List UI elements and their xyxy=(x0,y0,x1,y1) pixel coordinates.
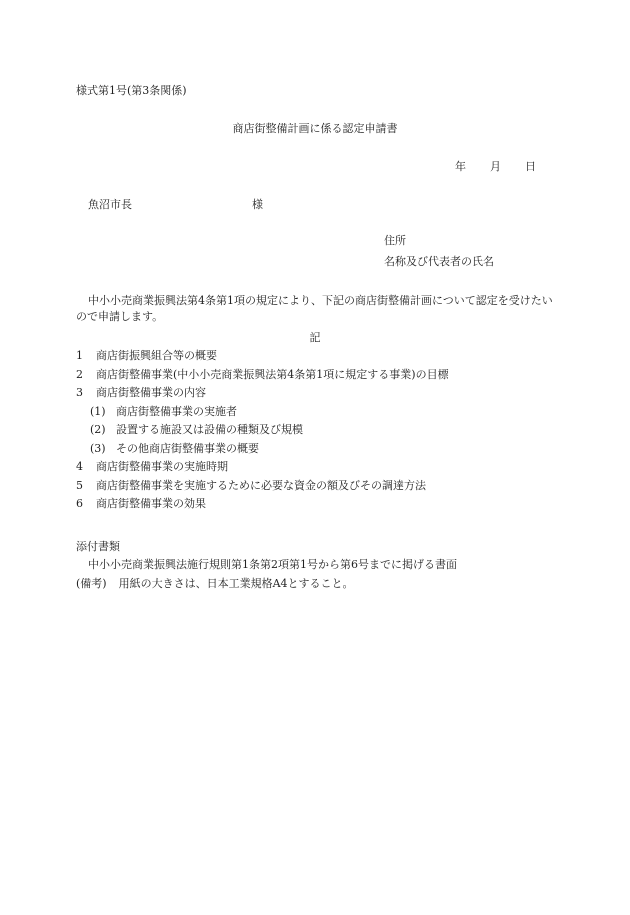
sub-list-item xyxy=(76,423,449,442)
addressee xyxy=(88,198,263,212)
addressee-name: 魚沼市長 xyxy=(88,198,132,211)
subitem-text: 設置する施設又は設備の種類及び規模 xyxy=(116,423,303,436)
item-number: 1 xyxy=(76,349,83,362)
remarks-text: 用紙の大きさは、日本工業規格A4とすること。 xyxy=(118,577,354,590)
item-text: 商店街整備事業の実施時期 xyxy=(96,460,228,473)
item-number: 2 xyxy=(76,367,83,381)
list-item xyxy=(76,368,449,387)
document-title: 商店街整備計画に係る認定申請書 xyxy=(232,122,398,135)
item-text: 商店街整備事業の効果 xyxy=(96,497,206,510)
sub-list-item xyxy=(76,405,449,424)
list-item xyxy=(76,460,449,479)
subitem-text: 商店街整備事業の実施者 xyxy=(116,404,237,418)
item-text: 商店街振興組合等の概要 xyxy=(96,349,217,362)
item-number: 5 xyxy=(76,478,83,492)
item-number: 6 xyxy=(76,497,83,510)
applicant-address-label: 住所 xyxy=(384,234,406,247)
remarks-label: (備考) xyxy=(76,577,107,590)
item-number: 4 xyxy=(76,460,83,473)
form-number: 様式第1号(第3条関係) xyxy=(76,84,187,97)
item-text: 商店街整備事業(中小小売商業振興法第4条第1項に規定する事業)の目標 xyxy=(96,367,449,381)
subitem-text: その他商店街整備事業の概要 xyxy=(116,441,259,455)
date-line xyxy=(455,160,536,174)
remarks xyxy=(76,577,354,591)
addressee-honorific: 様 xyxy=(252,198,263,211)
applicant-name-label: 名称及び代表者の氏名 xyxy=(384,255,494,268)
date-year: 年 xyxy=(455,160,466,173)
list-item xyxy=(76,386,449,405)
list-item xyxy=(76,349,449,368)
item-text: 商店街整備事業の内容 xyxy=(96,386,206,399)
item-list xyxy=(76,349,449,516)
sub-list-item xyxy=(76,442,449,461)
list-item xyxy=(76,497,449,516)
ki-heading: 記 xyxy=(309,331,321,344)
list-item xyxy=(76,479,449,498)
date-day: 日 xyxy=(525,160,536,173)
subitem-number: (3) xyxy=(90,441,106,455)
attachments-text: 中小小売商業振興法施行規則第1条第2項第1号から第6号までに掲げる書面 xyxy=(88,558,457,571)
item-number: 3 xyxy=(76,386,83,399)
subitem-number: (1) xyxy=(90,404,106,418)
subitem-number: (2) xyxy=(90,423,106,436)
item-text: 商店街整備事業を実施するために必要な資金の額及びその調達方法 xyxy=(96,478,426,492)
date-month: 月 xyxy=(490,160,501,173)
application-statement: 中小小売商業振興法第4条第1項の規定により、下記の商店街整備計画について認定を受けたいので申請します。 xyxy=(76,294,553,323)
attachments-heading: 添付書類 xyxy=(76,540,120,553)
applicant-block xyxy=(384,234,494,276)
